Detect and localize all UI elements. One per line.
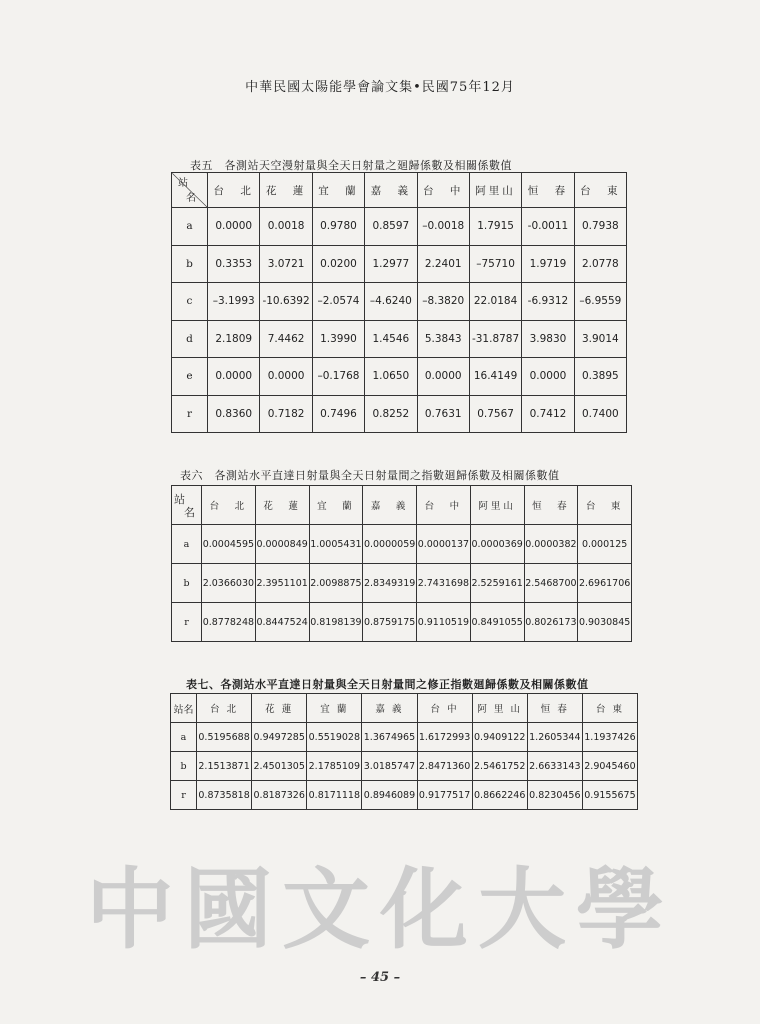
table-cell: 0.0000137: [417, 525, 471, 564]
table5-column-header: 花 蓮: [260, 173, 312, 208]
table-cell: 2.5461752: [472, 752, 527, 781]
table-cell: 0.7400: [574, 395, 626, 433]
table-cell: –0.1768: [312, 358, 364, 396]
table-cell: 2.9045460: [582, 752, 637, 781]
table7-column-header: 台 北: [197, 694, 252, 723]
table-cell: 1.4546: [365, 320, 417, 358]
table-cell: 0.9030845: [578, 603, 632, 642]
table-cell: 2.0778: [574, 245, 626, 283]
row-label: r: [171, 781, 197, 810]
table-row: [172, 245, 627, 283]
row-label: a: [171, 723, 197, 752]
table-cell: 0.9497285: [252, 723, 307, 752]
table-cell: 0.8662246: [472, 781, 527, 810]
table6-column-header: 台 中: [417, 486, 471, 525]
table-cell: –6.9559: [574, 283, 626, 321]
table7: [170, 693, 638, 810]
table6-column-header: 台 北: [202, 486, 256, 525]
table6: [171, 485, 632, 642]
table-cell: 0.8187326: [252, 781, 307, 810]
table-cell: 1.7915: [469, 208, 521, 246]
table-cell: 0.9177517: [417, 781, 472, 810]
table-cell: 0.0000369: [470, 525, 524, 564]
table6-column-header: 台 東: [578, 486, 632, 525]
table-cell: 0.7631: [417, 395, 469, 433]
table5-column-header: 阿里山: [469, 173, 521, 208]
table-cell: 0.0000382: [524, 525, 578, 564]
table-cell: 0.0200: [312, 245, 364, 283]
table6-column-header: 嘉 義: [363, 486, 417, 525]
table-cell: –0.0018: [417, 208, 469, 246]
table5-column-header: 嘉 義: [365, 173, 417, 208]
row-label: r: [172, 395, 208, 433]
table7-column-header: 台 中: [417, 694, 472, 723]
table5-column-header: 台 東: [574, 173, 626, 208]
table-cell: 0.0018: [260, 208, 312, 246]
table-cell: 0.7567: [469, 395, 521, 433]
table-cell: 0.000125: [578, 525, 632, 564]
table-cell: 2.4501305: [252, 752, 307, 781]
table-cell: 2.6633143: [527, 752, 582, 781]
table-cell: 3.0185747: [362, 752, 417, 781]
table-cell: –3.1993: [208, 283, 260, 321]
table-cell: –4.6240: [365, 283, 417, 321]
table-cell: 2.0098875: [309, 564, 363, 603]
table-cell: 0.8447524: [255, 603, 309, 642]
table-cell: -6.9312: [522, 283, 574, 321]
row-label: a: [172, 525, 202, 564]
row-label: d: [172, 320, 208, 358]
table-cell: 0.8171118: [307, 781, 362, 810]
row-label: b: [171, 752, 197, 781]
table-cell: 0.0004595: [202, 525, 256, 564]
table7-column-header: 恒 春: [527, 694, 582, 723]
table-cell: 0.8735818: [197, 781, 252, 810]
table-cell: –2.0574: [312, 283, 364, 321]
table6-corner-cell: 站 名: [172, 486, 202, 525]
table-cell: 2.1809: [208, 320, 260, 358]
table-cell: -31.8787: [469, 320, 521, 358]
table-cell: 2.5468700: [524, 564, 578, 603]
table-cell: -10.6392: [260, 283, 312, 321]
table-cell: 0.8946089: [362, 781, 417, 810]
table5-column-header: 台 北: [208, 173, 260, 208]
table-cell: 0.9409122: [472, 723, 527, 752]
table6-column-header: 阿里山: [470, 486, 524, 525]
table-cell: 0.8597: [365, 208, 417, 246]
table7-column-header: 宜 蘭: [307, 694, 362, 723]
table-cell: 0.0000: [208, 208, 260, 246]
table-cell: 16.4149: [469, 358, 521, 396]
table-row: [172, 525, 632, 564]
table-cell: 0.8360: [208, 395, 260, 433]
table-cell: 7.4462: [260, 320, 312, 358]
table-row: [172, 564, 632, 603]
table-cell: 2.3951101: [255, 564, 309, 603]
table6-column-header: 花 蓮: [255, 486, 309, 525]
row-label: b: [172, 564, 202, 603]
table-cell: -0.0011: [522, 208, 574, 246]
row-label: r: [172, 603, 202, 642]
table-cell: 0.8252: [365, 395, 417, 433]
table-cell: 0.7938: [574, 208, 626, 246]
table-cell: 3.0721: [260, 245, 312, 283]
table-cell: 1.1937426: [582, 723, 637, 752]
table-cell: 0.8759175: [363, 603, 417, 642]
table-row: [172, 320, 627, 358]
table-cell: 0.8491055: [470, 603, 524, 642]
table5-column-header: 台 中: [417, 173, 469, 208]
table-cell: 3.9830: [522, 320, 574, 358]
table-cell: 0.0000: [260, 358, 312, 396]
table5-header-row: [172, 173, 627, 208]
table-row: [172, 395, 627, 433]
table-cell: 1.2977: [365, 245, 417, 283]
table7-column-header: 台 東: [582, 694, 637, 723]
table5-column-header: 恒 春: [522, 173, 574, 208]
table-cell: 2.0366030: [202, 564, 256, 603]
table-cell: 0.3895: [574, 358, 626, 396]
table-cell: 2.6961706: [578, 564, 632, 603]
table7-corner-cell: 站名: [171, 694, 197, 723]
page-number: – 45 –: [359, 970, 401, 985]
watermark: 中國文化大學: [85, 857, 674, 961]
row-label: a: [172, 208, 208, 246]
table7-column-header: 嘉 義: [362, 694, 417, 723]
table7-column-header: 阿 里 山: [472, 694, 527, 723]
table-cell: 0.7182: [260, 395, 312, 433]
table5: [171, 172, 627, 433]
table-cell: –8.3820: [417, 283, 469, 321]
table-cell: 3.9014: [574, 320, 626, 358]
table6-caption: 表六 各測站水平直達日射量與全天日射量間之指數廻歸係數及相關係數值: [180, 469, 560, 482]
table-cell: 0.9780: [312, 208, 364, 246]
table-cell: 0.5195688: [197, 723, 252, 752]
table-cell: 2.7431698: [417, 564, 471, 603]
table7-header-row: [171, 694, 638, 723]
table6-column-header: 宜 蘭: [309, 486, 363, 525]
table-cell: 2.1785109: [307, 752, 362, 781]
table-cell: 0.0000: [208, 358, 260, 396]
table-cell: 1.0650: [365, 358, 417, 396]
table-cell: 0.8026173: [524, 603, 578, 642]
table-cell: 0.0000: [522, 358, 574, 396]
table-cell: 0.0000: [417, 358, 469, 396]
table-cell: 2.5259161: [470, 564, 524, 603]
table-cell: 0.3353: [208, 245, 260, 283]
table-cell: 0.7412: [522, 395, 574, 433]
table-cell: 22.0184: [469, 283, 521, 321]
table-cell: 0.5519028: [307, 723, 362, 752]
table-cell: 2.1513871: [197, 752, 252, 781]
table-cell: 2.8349319: [363, 564, 417, 603]
table-row: [172, 358, 627, 396]
table6-header-row: [172, 486, 632, 525]
table-cell: 1.2605344: [527, 723, 582, 752]
table-cell: 0.7496: [312, 395, 364, 433]
table-row: [171, 781, 638, 810]
table-cell: 1.0005431: [309, 525, 363, 564]
table7-caption: 表七、各測站水平直達日射量與全天日射量間之修正指數廻歸係數及相關係數值: [186, 678, 589, 691]
table-cell: 0.8778248: [202, 603, 256, 642]
table-row: [171, 723, 638, 752]
table-cell: 1.6172993: [417, 723, 472, 752]
row-label: c: [172, 283, 208, 321]
page-header: 中華民國太陽能學會論文集•民國75年12月: [245, 80, 515, 95]
table-cell: 2.8471360: [417, 752, 472, 781]
table-cell: 0.9110519: [417, 603, 471, 642]
table5-corner-cell: 站 名: [172, 173, 208, 208]
table5-column-header: 宜 蘭: [312, 173, 364, 208]
table-row: [171, 752, 638, 781]
table7-column-header: 花 蓮: [252, 694, 307, 723]
table-cell: 0.8198139: [309, 603, 363, 642]
row-label: b: [172, 245, 208, 283]
table-row: [172, 603, 632, 642]
table-cell: 1.9719: [522, 245, 574, 283]
table-cell: 0.0000849: [255, 525, 309, 564]
table-cell: 0.8230456: [527, 781, 582, 810]
table-row: [172, 283, 627, 321]
table-row: [172, 208, 627, 246]
table-cell: 2.2401: [417, 245, 469, 283]
row-label: e: [172, 358, 208, 396]
table-cell: –75710: [469, 245, 521, 283]
table-cell: 5.3843: [417, 320, 469, 358]
table-cell: 1.3990: [312, 320, 364, 358]
table-cell: 0.9155675: [582, 781, 637, 810]
table-cell: 1.3674965: [362, 723, 417, 752]
table-cell: 0.0000059: [363, 525, 417, 564]
table5-caption: 表五 各測站天空漫射量與全天日射量之廻歸係數及相關係數值: [190, 159, 512, 172]
table6-column-header: 恒 春: [524, 486, 578, 525]
